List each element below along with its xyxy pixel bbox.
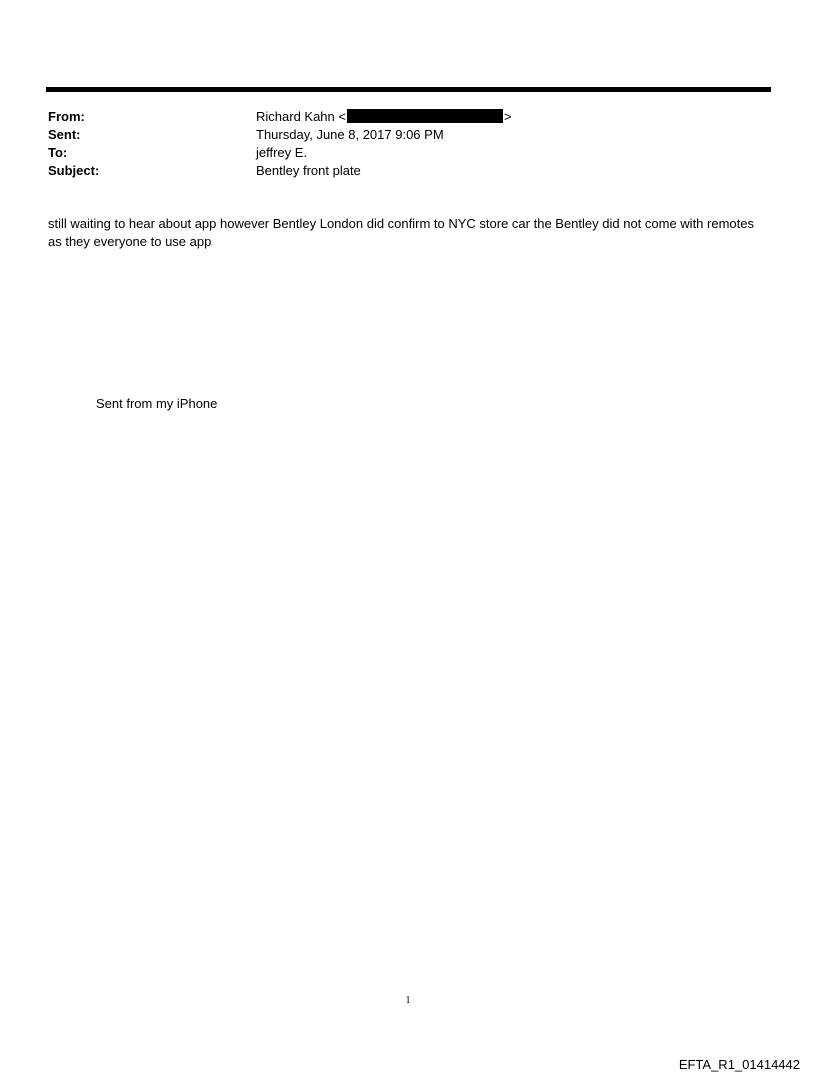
- subject-label: Subject:: [48, 163, 100, 178]
- from-name: Richard Kahn <: [256, 109, 346, 124]
- page-number: 1: [405, 995, 411, 1006]
- from-label: From:: [48, 109, 85, 124]
- subject-row: [48, 162, 748, 180]
- from-value: [256, 108, 512, 126]
- email-header: [48, 108, 748, 180]
- to-label: To:: [48, 145, 68, 160]
- from-row: [48, 108, 748, 126]
- to-value: jeffrey E.: [256, 145, 308, 160]
- sent-label: Sent:: [48, 127, 81, 142]
- redacted-email-address: [347, 109, 503, 123]
- email-signature: Sent from my iPhone: [96, 396, 218, 411]
- header-divider: [46, 87, 771, 92]
- to-row: [48, 144, 748, 162]
- document-id: EFTA_R1_01414442: [678, 1057, 800, 1072]
- subject-value: Bentley front plate: [256, 163, 361, 178]
- sent-row: [48, 126, 748, 144]
- email-body: still waiting to hear about app however Bentley London did confirm to NYC store car the Bentley did not come with remotes as they everyone to use app: [48, 216, 754, 249]
- sent-value: Thursday, June 8, 2017 9:06 PM: [256, 127, 444, 142]
- from-close-bracket: >: [503, 109, 512, 124]
